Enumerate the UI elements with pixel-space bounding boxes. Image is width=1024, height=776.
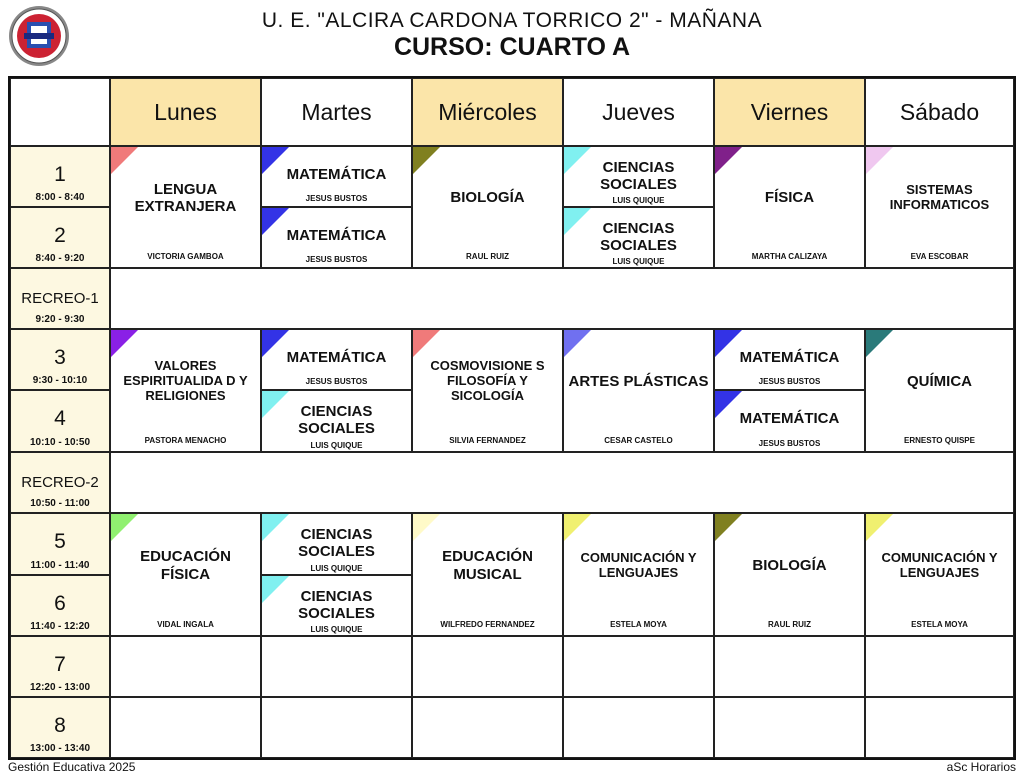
lesson-teacher: WILFREDO FERNANDEZ	[440, 620, 535, 629]
break-band	[110, 268, 1014, 329]
period-label: 8	[54, 714, 66, 737]
lesson-card[interactable]	[261, 513, 412, 575]
course-title: CURSO: CUARTO A	[393, 33, 631, 61]
lesson-card[interactable]	[412, 146, 563, 268]
lesson-teacher: VICTORIA GAMBOA	[147, 252, 224, 261]
lesson-teacher: EVA ESCOBAR	[910, 252, 969, 261]
lesson-subject: MATEMÁTICA	[739, 410, 840, 427]
period-time: 8:00 - 8:40	[35, 192, 85, 203]
lesson-teacher: ESTELA MOYA	[610, 620, 667, 629]
period-header	[10, 268, 110, 329]
period-header	[10, 575, 110, 636]
day-header: Martes	[261, 78, 412, 146]
lesson-card[interactable]	[110, 513, 261, 636]
lesson-card[interactable]	[412, 329, 563, 452]
period-label: 5	[54, 530, 66, 553]
lesson-teacher: CESAR CASTELO	[604, 436, 673, 445]
lesson-teacher: MARTHA CALIZAYA	[751, 252, 828, 261]
lesson-subject: BIOLOGÍA	[752, 556, 827, 574]
lesson-teacher: SILVIA FERNANDEZ	[449, 436, 526, 445]
lesson-teacher: LUIS QUIQUE	[310, 564, 363, 573]
lesson-subject: VALORES ESPIRITUALIDA D Y RELIGIONES	[123, 358, 248, 403]
lesson-teacher: JESUS BUSTOS	[758, 377, 821, 386]
period-label: 7	[54, 653, 66, 676]
empty-slot	[563, 636, 714, 697]
lesson-card[interactable]	[563, 146, 714, 207]
period-time: 12:20 - 13:00	[29, 682, 91, 693]
lesson-subject: BIOLOGÍA	[450, 189, 525, 207]
timetable-grid	[8, 76, 1016, 760]
lesson-subject: CIENCIAS SOCIALES	[600, 159, 677, 194]
period-header	[10, 207, 110, 268]
empty-slot	[261, 697, 412, 758]
empty-slot	[865, 636, 1014, 697]
lesson-subject: LENGUA EXTRANJERA	[134, 180, 237, 215]
footer-right: aSc Horarios	[946, 760, 1016, 774]
lesson-card[interactable]	[865, 513, 1014, 636]
lesson-subject: FÍSICA	[764, 189, 815, 207]
period-label: RECREO-2	[21, 474, 99, 491]
lesson-teacher: RAUL RUIZ	[466, 252, 509, 261]
period-header	[10, 697, 110, 758]
period-label: 6	[54, 592, 66, 615]
lesson-card[interactable]	[563, 207, 714, 268]
lesson-subject: CIENCIAS SOCIALES	[600, 220, 677, 255]
lesson-card[interactable]	[865, 329, 1014, 452]
period-label: 2	[54, 224, 66, 247]
empty-slot	[563, 697, 714, 758]
period-time: 8:40 - 9:20	[35, 253, 85, 264]
period-header	[10, 390, 110, 452]
lesson-teacher: RAUL RUIZ	[768, 620, 811, 629]
period-header	[10, 452, 110, 513]
lesson-subject: EDUCACIÓN FÍSICA	[140, 548, 231, 583]
lesson-teacher: LUIS QUIQUE	[310, 625, 363, 634]
day-header: Viernes	[714, 78, 865, 146]
period-time: 9:30 - 10:10	[32, 375, 88, 386]
break-band	[110, 452, 1014, 513]
period-time: 13:00 - 13:40	[29, 743, 91, 754]
lesson-card[interactable]	[261, 575, 412, 636]
lesson-card[interactable]	[563, 513, 714, 636]
lesson-subject: QUÍMICA	[907, 372, 972, 390]
period-header	[10, 146, 110, 207]
lesson-subject: MATEMÁTICA	[286, 166, 387, 183]
lesson-subject: CIENCIAS SOCIALES	[298, 588, 375, 623]
period-time: 9:20 - 9:30	[35, 314, 85, 325]
period-label: 3	[54, 346, 66, 369]
lesson-teacher: JESUS BUSTOS	[305, 255, 368, 264]
lesson-teacher: LUIS QUIQUE	[612, 257, 665, 266]
lesson-teacher: ERNESTO QUISPE	[904, 436, 975, 445]
lesson-card[interactable]	[865, 146, 1014, 268]
lesson-card[interactable]	[261, 207, 412, 268]
period-time: 11:00 - 11:40	[30, 560, 90, 571]
lesson-subject: MATEMÁTICA	[286, 227, 387, 244]
lesson-card[interactable]	[563, 329, 714, 452]
period-time: 11:40 - 12:20	[30, 621, 90, 632]
lesson-subject: MATEMÁTICA	[739, 349, 840, 366]
lesson-card[interactable]	[714, 513, 865, 636]
lesson-teacher: ESTELA MOYA	[911, 620, 968, 629]
empty-slot	[110, 636, 261, 697]
lesson-teacher: JESUS BUSTOS	[305, 377, 368, 386]
day-header: Jueves	[563, 78, 714, 146]
lesson-subject: CIENCIAS SOCIALES	[298, 403, 375, 438]
empty-slot	[412, 697, 563, 758]
lesson-card[interactable]	[714, 390, 865, 452]
lesson-card[interactable]	[261, 146, 412, 207]
empty-slot	[865, 697, 1014, 758]
lesson-card[interactable]	[714, 329, 865, 390]
footer-left: Gestión Educativa 2025	[8, 760, 136, 774]
lesson-teacher: VIDAL INGALA	[157, 620, 214, 629]
period-header	[10, 513, 110, 575]
lesson-subject: CIENCIAS SOCIALES	[298, 526, 375, 561]
day-header: Lunes	[110, 78, 261, 146]
empty-slot	[110, 697, 261, 758]
lesson-subject: COSMOVISIONE S FILOSOFÍA Y SICOLOGÍA	[430, 358, 545, 403]
period-header	[10, 636, 110, 697]
period-header	[10, 329, 110, 390]
empty-slot	[261, 636, 412, 697]
lesson-subject: COMUNICACIÓN Y LENGUAJES	[580, 549, 697, 580]
lesson-subject: MATEMÁTICA	[286, 349, 387, 366]
lesson-teacher: LUIS QUIQUE	[310, 441, 363, 450]
lesson-card[interactable]	[714, 146, 865, 268]
lesson-subject: COMUNICACIÓN Y LENGUAJES	[881, 549, 998, 580]
lesson-subject: EDUCACIÓN MUSICAL	[442, 548, 533, 583]
school-title: U. E. "ALCIRA CARDONA TORRICO 2" - MAÑANA	[261, 9, 763, 32]
period-label: 4	[54, 407, 66, 430]
period-label: RECREO-1	[21, 290, 99, 307]
empty-slot	[714, 697, 865, 758]
lesson-teacher: LUIS QUIQUE	[612, 196, 665, 205]
lesson-card[interactable]	[261, 329, 412, 390]
lesson-subject: SISTEMAS INFORMATICOS	[889, 182, 990, 212]
period-time: 10:10 - 10:50	[29, 437, 91, 448]
empty-slot	[412, 636, 563, 697]
lesson-teacher: PASTORA MENACHO	[144, 436, 227, 445]
lesson-teacher: JESUS BUSTOS	[305, 194, 368, 203]
empty-slot	[714, 636, 865, 697]
lesson-card[interactable]	[412, 513, 563, 636]
lesson-card[interactable]	[110, 146, 261, 268]
lesson-card[interactable]	[261, 390, 412, 452]
day-header: Sábado	[865, 78, 1014, 146]
period-label: 1	[54, 163, 66, 186]
lesson-card[interactable]	[110, 329, 261, 452]
lesson-teacher: JESUS BUSTOS	[758, 439, 821, 448]
period-time: 10:50 - 11:00	[30, 498, 90, 509]
day-header: Miércoles	[412, 78, 563, 146]
lesson-subject: ARTES PLÁSTICAS	[568, 372, 709, 390]
corner-cell	[10, 78, 110, 146]
